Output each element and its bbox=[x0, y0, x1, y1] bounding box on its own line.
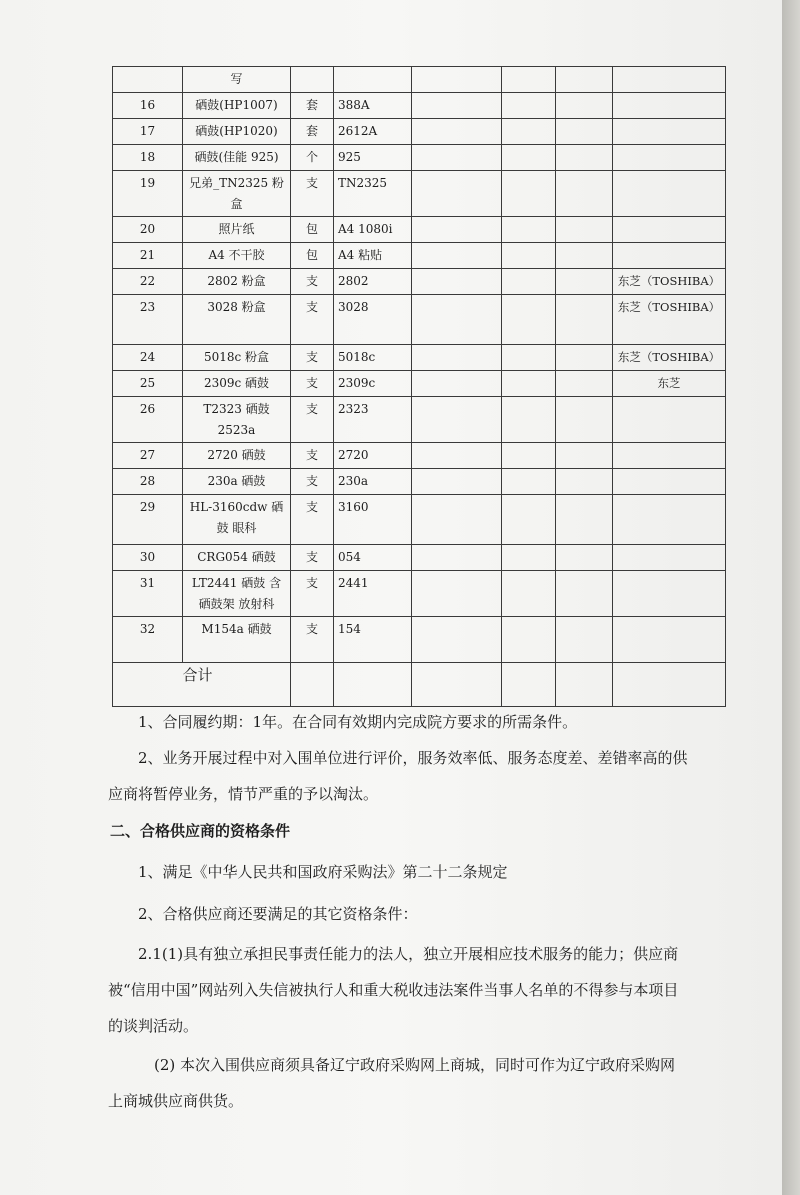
table-cell bbox=[556, 371, 613, 397]
table-row bbox=[113, 397, 726, 443]
clause-qualification-2-2: (2) 本次入围供应商须具备辽宁政府采购网上商城，同时可作为辽宁政府采购网上商城供应商供货。 bbox=[108, 1056, 676, 1110]
table-row bbox=[113, 443, 726, 469]
table-cell bbox=[502, 295, 556, 345]
table-cell bbox=[556, 469, 613, 495]
table-row bbox=[113, 269, 726, 295]
item-model: 2323 bbox=[334, 397, 412, 443]
item-unit: 个 bbox=[291, 145, 334, 171]
item-name: HL-3160cdw 硒鼓 眼科 bbox=[183, 495, 291, 545]
table-row bbox=[113, 345, 726, 371]
table-cell bbox=[613, 663, 726, 707]
table-cell bbox=[412, 145, 502, 171]
table-cell bbox=[412, 119, 502, 145]
item-name: 2309c 硒鼓 bbox=[183, 371, 291, 397]
item-remark bbox=[613, 469, 726, 495]
item-name: 2720 硒鼓 bbox=[183, 443, 291, 469]
row-number: 32 bbox=[113, 617, 183, 663]
item-remark: 东芝（TOSHIBA） bbox=[613, 345, 726, 371]
table-cell bbox=[412, 217, 502, 243]
item-model: 2441 bbox=[334, 571, 412, 617]
item-model: 2309c bbox=[334, 371, 412, 397]
item-name: 硒鼓(HP1007) bbox=[183, 93, 291, 119]
table-cell bbox=[556, 119, 613, 145]
table-row-header bbox=[113, 67, 726, 93]
row-number: 23 bbox=[113, 295, 183, 345]
item-remark bbox=[613, 495, 726, 545]
table-cell bbox=[412, 495, 502, 545]
item-model: 3028 bbox=[334, 295, 412, 345]
item-model: 230a bbox=[334, 469, 412, 495]
table-row bbox=[113, 295, 726, 345]
table-cell bbox=[502, 571, 556, 617]
item-remark bbox=[613, 443, 726, 469]
item-name: 兄弟_TN2325 粉盒 bbox=[183, 171, 291, 217]
item-remark bbox=[613, 145, 726, 171]
table-row bbox=[113, 217, 726, 243]
row-number: 25 bbox=[113, 371, 183, 397]
item-unit: 支 bbox=[291, 345, 334, 371]
item-unit: 包 bbox=[291, 217, 334, 243]
table-cell bbox=[412, 545, 502, 571]
item-model: 2720 bbox=[334, 443, 412, 469]
page-edge-shadow bbox=[782, 0, 800, 1195]
table-cell bbox=[291, 663, 334, 707]
table-cell bbox=[502, 469, 556, 495]
table-row bbox=[113, 119, 726, 145]
item-model: 388A bbox=[334, 93, 412, 119]
item-name: 照片纸 bbox=[183, 217, 291, 243]
item-name: 硒鼓(HP1020) bbox=[183, 119, 291, 145]
table-cell bbox=[502, 145, 556, 171]
item-name: 230a 硒鼓 bbox=[183, 469, 291, 495]
clause-qualification-1: 1、满足《中华人民共和国政府采购法》第二十二条规定 bbox=[138, 863, 508, 881]
item-name: 3028 粉盒 bbox=[183, 295, 291, 345]
table-cell bbox=[556, 443, 613, 469]
item-name: CRG054 硒鼓 bbox=[183, 545, 291, 571]
item-unit: 支 bbox=[291, 617, 334, 663]
item-remark bbox=[613, 571, 726, 617]
item-model: 2612A bbox=[334, 119, 412, 145]
table-cell bbox=[334, 663, 412, 707]
table-cell bbox=[502, 495, 556, 545]
row-number: 24 bbox=[113, 345, 183, 371]
table-row bbox=[113, 545, 726, 571]
table-cell bbox=[556, 345, 613, 371]
item-model: 154 bbox=[334, 617, 412, 663]
table-cell bbox=[502, 371, 556, 397]
table-row bbox=[113, 243, 726, 269]
item-unit: 支 bbox=[291, 495, 334, 545]
item-unit: 套 bbox=[291, 119, 334, 145]
item-remark bbox=[613, 217, 726, 243]
table-cell bbox=[412, 93, 502, 119]
item-name: T2323 硒鼓 2523a bbox=[183, 397, 291, 443]
item-unit: 支 bbox=[291, 571, 334, 617]
table-cell bbox=[412, 269, 502, 295]
clause-2: 2、业务开展过程中对入围单位进行评价，服务效率低、服务态度差、差错率高的供应商将暂停业务，情节严重的予以淘汰。 bbox=[108, 749, 688, 803]
item-unit: 支 bbox=[291, 171, 334, 217]
table-cell bbox=[502, 617, 556, 663]
item-model: A4 粘贴 bbox=[334, 243, 412, 269]
table-row bbox=[113, 171, 726, 217]
item-unit: 支 bbox=[291, 295, 334, 345]
table-cell bbox=[412, 371, 502, 397]
section-heading-qualifications: 二、合格供应商的资格条件 bbox=[110, 822, 291, 840]
row-number: 28 bbox=[113, 469, 183, 495]
table-cell bbox=[502, 397, 556, 443]
table-cell bbox=[556, 269, 613, 295]
table-cell bbox=[502, 345, 556, 371]
row-number: 19 bbox=[113, 171, 183, 217]
table-cell bbox=[412, 469, 502, 495]
row-number: 16 bbox=[113, 93, 183, 119]
item-remark bbox=[613, 545, 726, 571]
table-cell bbox=[334, 67, 412, 93]
row-number: 17 bbox=[113, 119, 183, 145]
table-row bbox=[113, 93, 726, 119]
item-remark bbox=[613, 397, 726, 443]
item-unit: 包 bbox=[291, 243, 334, 269]
table-cell bbox=[556, 617, 613, 663]
table-cell bbox=[412, 67, 502, 93]
total-label: 合计 bbox=[183, 663, 291, 707]
row-number: 31 bbox=[113, 571, 183, 617]
table-cell bbox=[412, 617, 502, 663]
item-unit: 支 bbox=[291, 469, 334, 495]
table-cell bbox=[412, 443, 502, 469]
item-remark: 东芝（TOSHIBA） bbox=[613, 269, 726, 295]
item-unit: 支 bbox=[291, 443, 334, 469]
table-cell bbox=[556, 217, 613, 243]
table-cell bbox=[412, 571, 502, 617]
items-table bbox=[112, 66, 726, 707]
item-model: 5018c bbox=[334, 345, 412, 371]
row-number: 22 bbox=[113, 269, 183, 295]
table-cell bbox=[113, 663, 183, 707]
item-unit: 支 bbox=[291, 269, 334, 295]
table-cell bbox=[556, 295, 613, 345]
item-remark bbox=[613, 93, 726, 119]
item-remark bbox=[613, 243, 726, 269]
item-remark: 东芝 bbox=[613, 371, 726, 397]
item-model: 054 bbox=[334, 545, 412, 571]
table-row bbox=[113, 145, 726, 171]
table-cell bbox=[556, 571, 613, 617]
item-name: 5018c 粉盒 bbox=[183, 345, 291, 371]
table-cell bbox=[502, 663, 556, 707]
table-cell bbox=[291, 67, 334, 93]
table-row bbox=[113, 617, 726, 663]
table-cell bbox=[113, 67, 183, 93]
clause-qualification-2-1: 2.1(1)具有独立承担民事责任能力的法人，独立开展相应技术服务的能力；供应商被“信用中国”网站列入失信被执行人和重大税收违法案件当事人名单的不得参与本项目的谈判活动。 bbox=[108, 945, 679, 1035]
row-number: 18 bbox=[113, 145, 183, 171]
table-cell bbox=[502, 243, 556, 269]
row-number: 26 bbox=[113, 397, 183, 443]
table-cell bbox=[502, 217, 556, 243]
table-cell bbox=[412, 171, 502, 217]
table-cell bbox=[502, 93, 556, 119]
item-remark bbox=[613, 119, 726, 145]
table-cell bbox=[502, 67, 556, 93]
table-cell bbox=[502, 269, 556, 295]
table-cell bbox=[556, 93, 613, 119]
table-row bbox=[113, 469, 726, 495]
table-cell bbox=[502, 443, 556, 469]
table-cell bbox=[556, 397, 613, 443]
item-unit: 支 bbox=[291, 397, 334, 443]
item-model: 3160 bbox=[334, 495, 412, 545]
item-name: 硒鼓(佳能 925) bbox=[183, 145, 291, 171]
item-unit: 支 bbox=[291, 371, 334, 397]
item-model: 2802 bbox=[334, 269, 412, 295]
item-model: 925 bbox=[334, 145, 412, 171]
table-cell bbox=[412, 663, 502, 707]
row-number: 30 bbox=[113, 545, 183, 571]
table-cell bbox=[412, 345, 502, 371]
table-cell bbox=[412, 243, 502, 269]
table-row bbox=[113, 371, 726, 397]
row-number: 20 bbox=[113, 217, 183, 243]
item-name: A4 不干胶 bbox=[183, 243, 291, 269]
item-name: M154a 硒鼓 bbox=[183, 617, 291, 663]
item-model: TN2325 bbox=[334, 171, 412, 217]
table-cell bbox=[556, 67, 613, 93]
item-unit: 套 bbox=[291, 93, 334, 119]
table-row-total bbox=[113, 663, 726, 707]
table-cell bbox=[556, 545, 613, 571]
table-cell bbox=[556, 171, 613, 217]
table-cell bbox=[556, 243, 613, 269]
item-name: 2802 粉盒 bbox=[183, 269, 291, 295]
clause-qualification-2: 2、合格供应商还要满足的其它资格条件： bbox=[138, 905, 418, 923]
item-unit: 支 bbox=[291, 545, 334, 571]
item-name: LT2441 硒鼓 含硒鼓架 放射科 bbox=[183, 571, 291, 617]
table-cell bbox=[556, 145, 613, 171]
table-cell bbox=[556, 495, 613, 545]
table-cell bbox=[502, 119, 556, 145]
row-number: 29 bbox=[113, 495, 183, 545]
table-row bbox=[113, 495, 726, 545]
header-fragment: 写 bbox=[183, 67, 291, 93]
row-number: 21 bbox=[113, 243, 183, 269]
table-cell bbox=[556, 663, 613, 707]
item-remark: 东芝（TOSHIBA） bbox=[613, 295, 726, 345]
table-row bbox=[113, 571, 726, 617]
table-cell bbox=[613, 67, 726, 93]
item-remark bbox=[613, 171, 726, 217]
table-cell bbox=[502, 545, 556, 571]
table-cell bbox=[412, 397, 502, 443]
clause-1: 1、合同履约期：1年。在合同有效期内完成院方要求的所需条件。 bbox=[138, 713, 578, 731]
item-remark bbox=[613, 617, 726, 663]
item-model: A4 1080i bbox=[334, 217, 412, 243]
table-cell bbox=[412, 295, 502, 345]
table-cell bbox=[502, 171, 556, 217]
row-number: 27 bbox=[113, 443, 183, 469]
